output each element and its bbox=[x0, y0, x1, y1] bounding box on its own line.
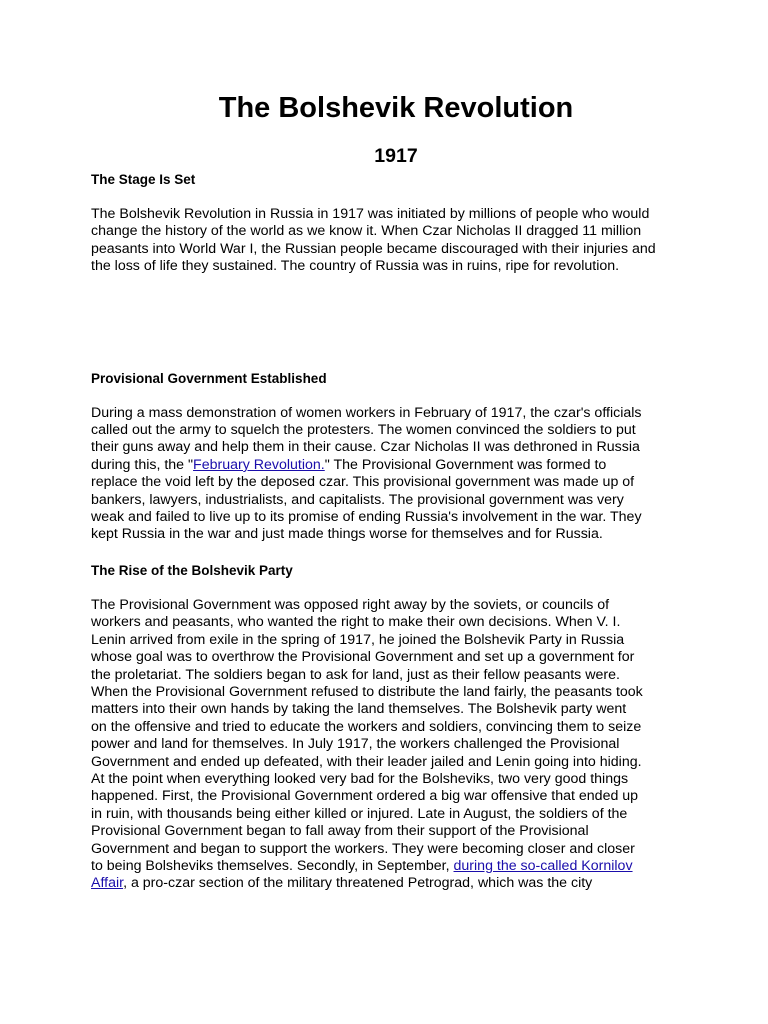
section-heading-provisional-government: Provisional Government Established bbox=[91, 370, 327, 386]
text-fragment: during this, the " bbox=[91, 456, 194, 473]
text-line: weak and failed to live up to its promise of ending Russia's involvement in the war. They bbox=[91, 509, 642, 526]
text-line: During a mass demonstration of women workers in February of 1917, the czar's officials bbox=[91, 404, 642, 421]
text-line: whose goal was to overthrow the Provisional Government and set up a government for bbox=[91, 649, 635, 666]
text-line: their guns away and help them in their cause. Czar Nicholas II was dethroned in Russia bbox=[91, 439, 640, 456]
link-february-revolution[interactable]: February Revolution. bbox=[193, 456, 325, 473]
section-paragraph-rise-of-bolshevik-party bbox=[91, 597, 691, 893]
text-line: peasants into World War I, the Russian people became discouraged with their injuries and bbox=[91, 240, 656, 257]
text-line: matters into their own hands by taking the land themselves. The Bolshevik party went bbox=[91, 701, 627, 718]
text-line: happened. First, the Provisional Government ordered a big war offensive that ended up bbox=[91, 788, 639, 805]
text-line: replace the void left by the deposed czar. This provisional government was made up of bbox=[91, 474, 635, 491]
text-line: When the Provisional Government refused to distribute the land fairly, the peasants took bbox=[91, 683, 643, 700]
text-fragment: to being Bolsheviks themselves. Secondly, in September, bbox=[91, 857, 454, 874]
link-kornilov-affair-continued[interactable]: Affair bbox=[91, 875, 124, 892]
document-title: The Bolshevik Revolution bbox=[218, 92, 574, 124]
section-heading-stage-is-set: The Stage Is Set bbox=[91, 172, 196, 187]
text-line bbox=[91, 457, 691, 474]
text-fragment: , a pro-czar section of the military threatened Petrograd, which was the city bbox=[123, 875, 593, 892]
text-line bbox=[91, 875, 691, 892]
text-line: kept Russia in the war and just made things worse for themselves and for Russia. bbox=[91, 526, 603, 543]
text-line: Government and began to support the workers. They were becoming closer and closer bbox=[91, 840, 635, 857]
section-paragraph-stage-is-set bbox=[91, 206, 691, 276]
link-kornilov-affair[interactable]: during the so-called Kornilov bbox=[453, 857, 633, 874]
text-line: in ruin, with thousands being either killed or injured. Late in August, the soldiers of the bbox=[91, 805, 628, 822]
section-heading-rise-of-bolshevik-party: The Rise of the Bolshevik Party bbox=[91, 562, 293, 578]
text-line: At the point when everything looked very bad for the Bolsheviks, two very good things bbox=[91, 770, 629, 787]
text-line: the proletariat. The soldiers began to ask for land, just as their fellow peasants were. bbox=[91, 666, 620, 683]
text-line: on the offensive and tried to educate the workers and soldiers, convincing them to seize bbox=[91, 718, 642, 735]
text-line: The Bolshevik Revolution in Russia in 1917 was initiated by millions of people who would bbox=[91, 206, 650, 222]
text-fragment: " The Provisional Government was formed to bbox=[324, 456, 607, 473]
text-line: Provisional Government began to fall away from their support of the Provisional bbox=[91, 823, 589, 840]
text-line: the loss of life they sustained. The country of Russia was in ruins, ripe for revolution. bbox=[91, 258, 620, 275]
document-page bbox=[91, 88, 691, 893]
text-line: Lenin arrived from exile in the spring of 1917, he joined the Bolshevik Party in Russia bbox=[91, 631, 625, 648]
text-line: power and land for themselves. In July 1917, the workers challenged the Provisional bbox=[91, 736, 620, 753]
text-line: workers and peasants, who wanted the right to make their own decisions. When V. I. bbox=[91, 614, 621, 631]
text-line: Government and ended up defeated, with their leader jailed and Lenin going into hiding. bbox=[91, 753, 642, 770]
document-subtitle: 1917 bbox=[374, 145, 418, 167]
text-line: change the history of the world as we know it. When Czar Nicholas II dragged 11 million bbox=[91, 223, 642, 240]
text-line: called out the army to squelch the protesters. The women convinced the soldiers to put bbox=[91, 422, 636, 439]
text-line: The Provisional Government was opposed right away by the soviets, or councils of bbox=[91, 596, 610, 613]
text-line bbox=[91, 858, 691, 875]
text-line: bankers, lawyers, industrialists, and capitalists. The provisional government was very bbox=[91, 491, 624, 508]
section-paragraph-provisional-government bbox=[91, 405, 691, 544]
